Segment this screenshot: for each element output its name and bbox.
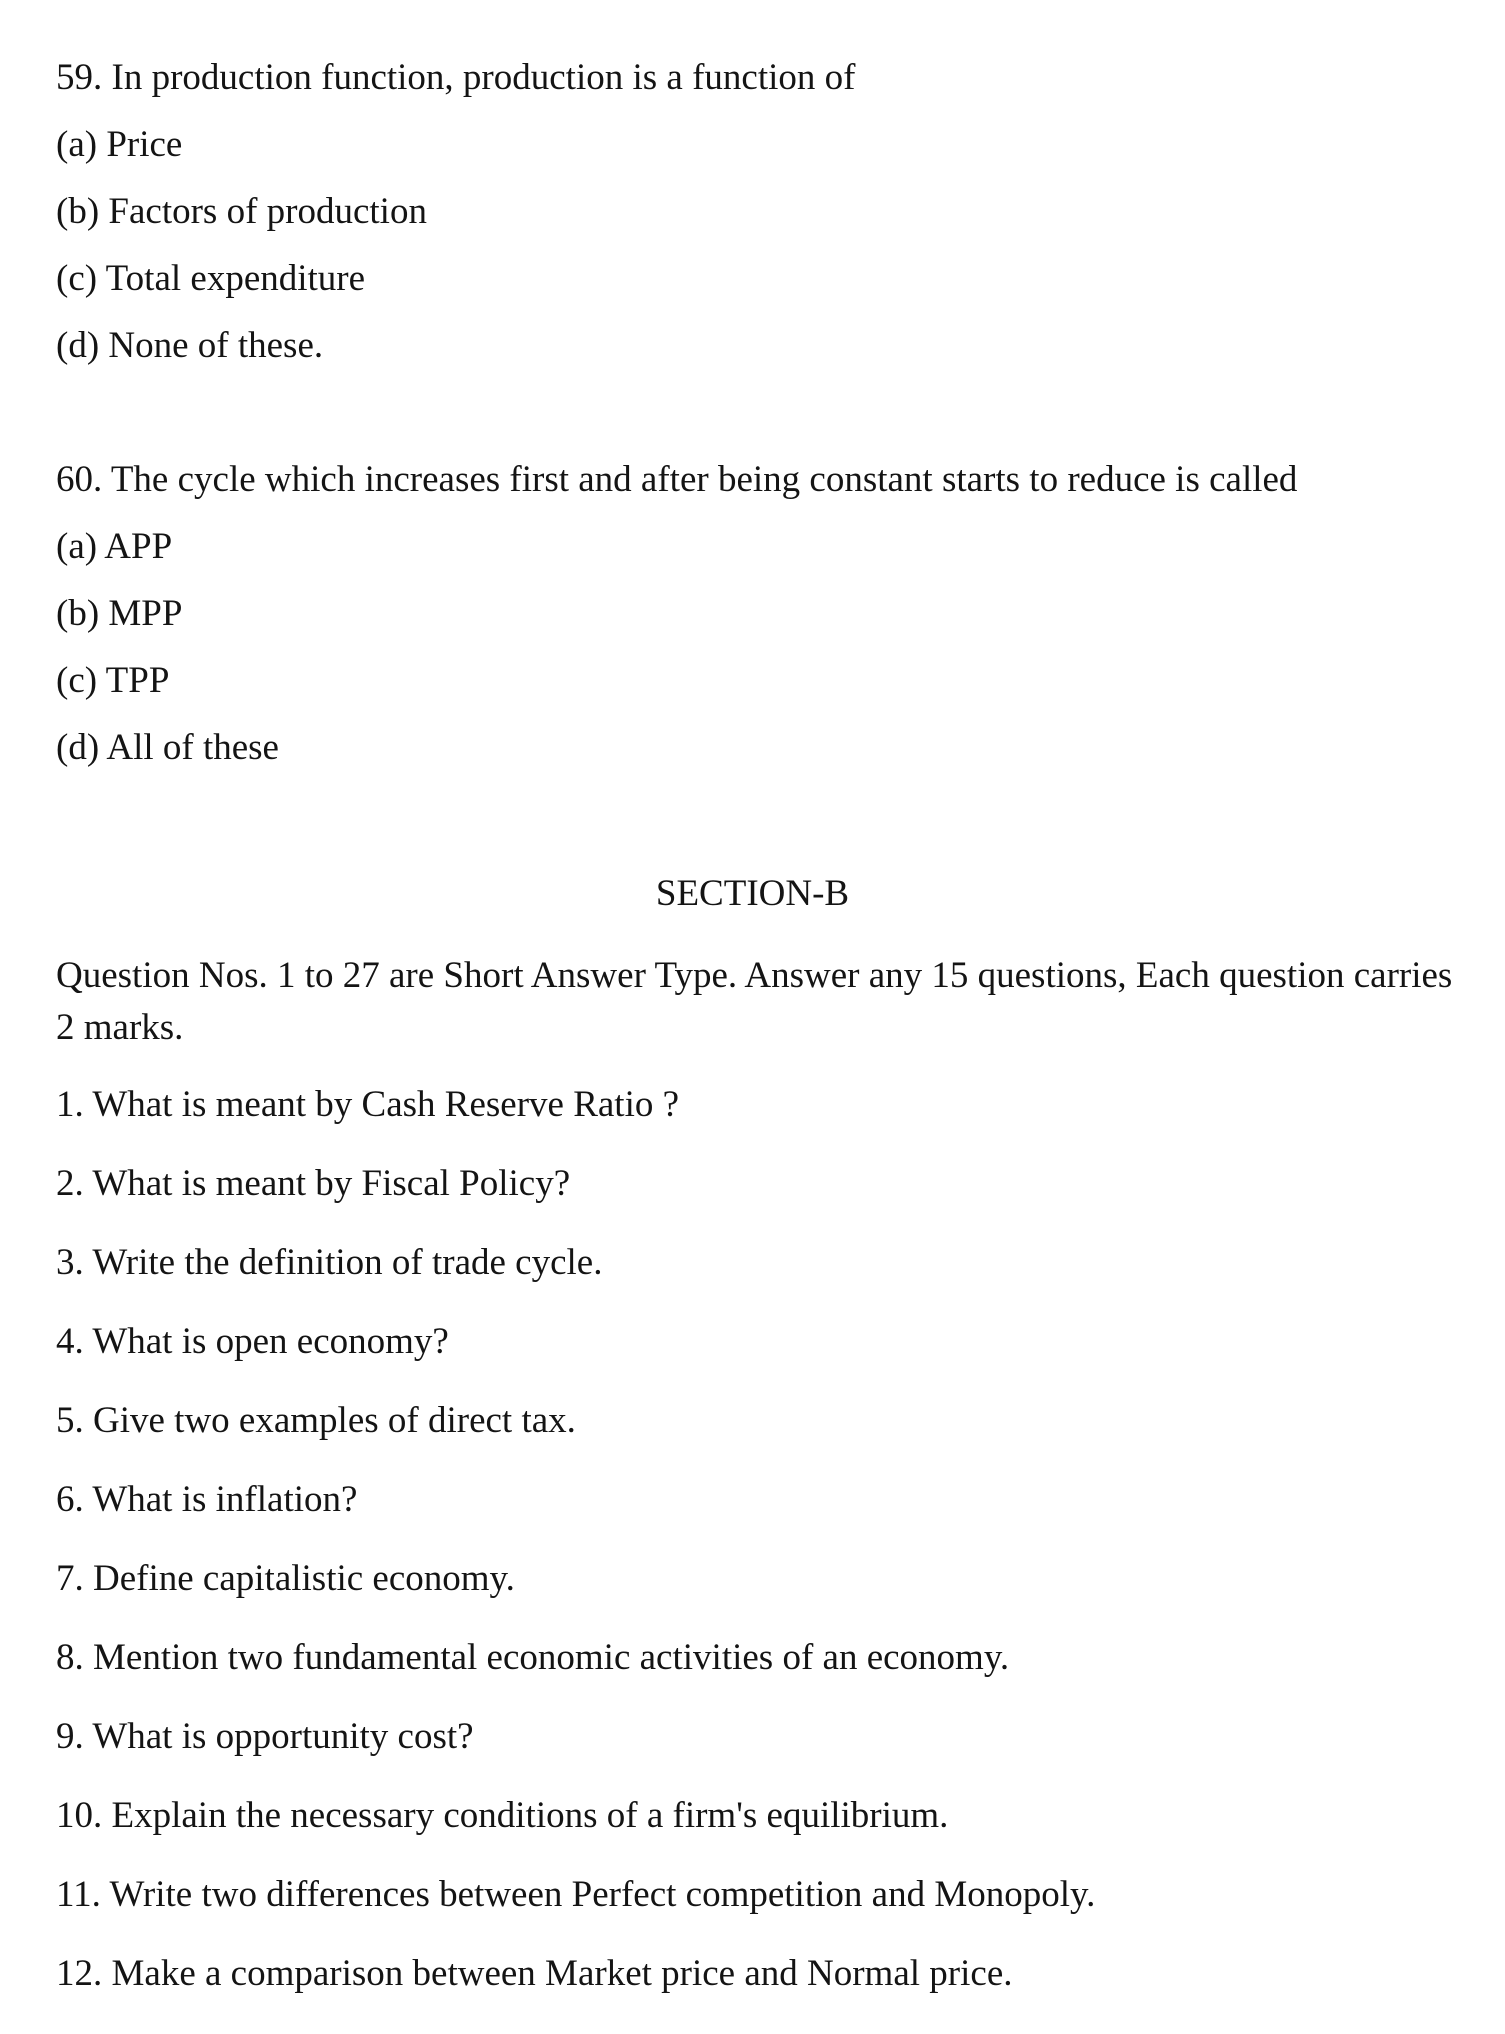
question-59: 59. In production function, production is a function of — [56, 57, 856, 98]
sb-question-12: 12. Make a comparison between Market price and Normal price. — [56, 1953, 1013, 1994]
q59-option-b: (b) Factors of production — [56, 191, 427, 232]
question-60: 60. The cycle which increases first and after being constant starts to reduce is called — [56, 459, 1298, 500]
sb-question-3: 3. Write the definition of trade cycle. — [56, 1242, 603, 1283]
sb-question-8: 8. Mention two fundamental economic activities of an economy. — [56, 1637, 1010, 1678]
q59-option-d: (d) None of these. — [56, 325, 324, 366]
q59-option-c: (c) Total expenditure — [56, 258, 366, 299]
q60-option-a: (a) APP — [56, 526, 173, 567]
sb-question-6: 6. What is inflation? — [56, 1479, 358, 1520]
sb-question-7: 7. Define capitalistic economy. — [56, 1558, 515, 1599]
q60-option-d: (d) All of these — [56, 727, 279, 768]
q60-option-b: (b) MPP — [56, 593, 183, 634]
sb-question-4: 4. What is open economy? — [56, 1321, 449, 1362]
section-b-heading: SECTION-B — [655, 873, 850, 914]
sb-question-5: 5. Give two examples of direct tax. — [56, 1400, 576, 1441]
q60-option-c: (c) TPP — [56, 660, 170, 701]
sb-question-9: 9. What is opportunity cost? — [56, 1716, 474, 1757]
section-b-instructions: Question Nos. 1 to 27 are Short Answer Type. Answer any 15 questions, Each question carries 2 marks. — [56, 955, 1453, 1048]
sb-question-1: 1. What is meant by Cash Reserve Ratio ? — [56, 1084, 680, 1125]
sb-question-2: 2. What is meant by Fiscal Policy? — [56, 1163, 571, 1204]
q59-option-a: (a) Price — [56, 124, 183, 165]
sb-question-11: 11. Write two differences between Perfect competition and Monopoly. — [56, 1874, 1096, 1915]
sb-question-10: 10. Explain the necessary conditions of a firm's equilibrium. — [56, 1795, 949, 1836]
